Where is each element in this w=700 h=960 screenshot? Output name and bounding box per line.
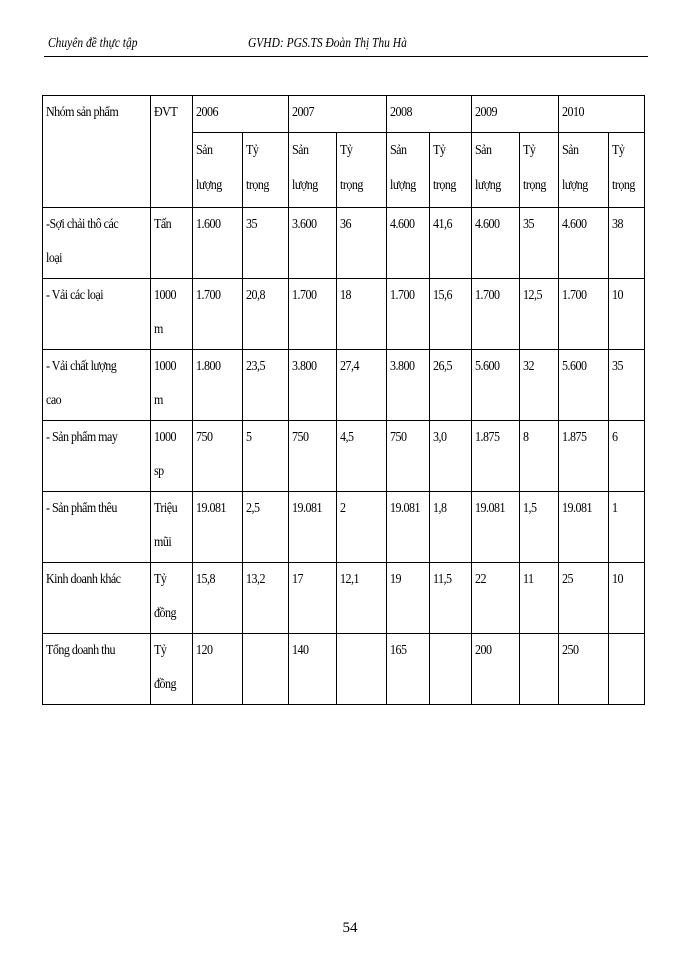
- header-divider: [44, 56, 648, 57]
- cell-output: 250: [559, 634, 609, 705]
- cell-output: 4.600: [387, 208, 430, 279]
- cell-output: 1.800: [193, 350, 243, 421]
- cell-output: 140: [289, 634, 337, 705]
- header-share: Tỷ trọng: [609, 133, 645, 208]
- header-output: Sản lượng: [559, 133, 609, 208]
- header-document-title: Chuyên đề thực tập: [48, 36, 138, 51]
- cell-output: 120: [193, 634, 243, 705]
- cell-share: 35: [520, 208, 559, 279]
- table-row: [43, 421, 645, 492]
- cell-output: 15,8: [193, 563, 243, 634]
- cell-output: 19.081: [472, 492, 520, 563]
- cell-share: 15,6: [430, 279, 472, 350]
- cell-output: 4.600: [559, 208, 609, 279]
- cell-share: 41,6: [430, 208, 472, 279]
- header-year: 2008: [387, 96, 472, 133]
- cell-share: 18: [337, 279, 387, 350]
- cell-output: 1.700: [193, 279, 243, 350]
- table-row: [43, 563, 645, 634]
- cell-share: 1,5: [520, 492, 559, 563]
- cell-share: 23,5: [243, 350, 289, 421]
- cell-output: 19.081: [289, 492, 337, 563]
- header-year: 2007: [289, 96, 387, 133]
- cell-output: 1.700: [387, 279, 430, 350]
- table-row: [43, 492, 645, 563]
- row-unit: Tỷ đồng: [151, 634, 193, 705]
- cell-output: 1.700: [472, 279, 520, 350]
- table-header-row-years: [43, 96, 645, 133]
- cell-share: [520, 634, 559, 705]
- page-number: 54: [342, 920, 358, 936]
- cell-output: 750: [289, 421, 337, 492]
- header-year: 2010: [559, 96, 645, 133]
- cell-output: 19: [387, 563, 430, 634]
- header-year: 2009: [472, 96, 559, 133]
- header-share: Tỷ trọng: [430, 133, 472, 208]
- cell-share: 27,4: [337, 350, 387, 421]
- header-product-group: Nhóm sản phẩm: [43, 96, 151, 208]
- cell-output: 750: [193, 421, 243, 492]
- row-product-name: -Sợi chải thô các loại: [43, 208, 151, 279]
- cell-share: [337, 634, 387, 705]
- cell-share: 20,8: [243, 279, 289, 350]
- cell-share: 6: [609, 421, 645, 492]
- header-output: Sản lượng: [472, 133, 520, 208]
- cell-output: 4.600: [472, 208, 520, 279]
- cell-share: 1,8: [430, 492, 472, 563]
- cell-output: 19.081: [387, 492, 430, 563]
- cell-output: 3.600: [289, 208, 337, 279]
- table-row: [43, 279, 645, 350]
- header-output: Sản lượng: [387, 133, 430, 208]
- row-unit: 1000 m: [151, 279, 193, 350]
- row-product-name: Kinh doanh khác: [43, 563, 151, 634]
- cell-share: 2: [337, 492, 387, 563]
- cell-output: 3.800: [387, 350, 430, 421]
- cell-share: 4,5: [337, 421, 387, 492]
- row-unit: 1000 sp: [151, 421, 193, 492]
- table-row: [43, 350, 645, 421]
- header-share: Tỷ trọng: [337, 133, 387, 208]
- cell-output: 750: [387, 421, 430, 492]
- cell-output: 19.081: [193, 492, 243, 563]
- cell-output: 22: [472, 563, 520, 634]
- row-product-name: Tổng doanh thu: [43, 634, 151, 705]
- cell-output: 3.800: [289, 350, 337, 421]
- row-unit: Tấn: [151, 208, 193, 279]
- cell-output: 1.700: [559, 279, 609, 350]
- cell-share: 35: [243, 208, 289, 279]
- cell-output: 5.600: [472, 350, 520, 421]
- cell-share: 13,2: [243, 563, 289, 634]
- header-supervisor: GVHD: PGS.TS Đoàn Thị Thu Hà: [248, 36, 407, 51]
- row-unit: Triệu mũi: [151, 492, 193, 563]
- product-output-table: [42, 95, 645, 705]
- cell-share: 8: [520, 421, 559, 492]
- cell-share: 38: [609, 208, 645, 279]
- cell-output: 1.600: [193, 208, 243, 279]
- cell-share: 12,5: [520, 279, 559, 350]
- cell-output: 1.700: [289, 279, 337, 350]
- table-row: [43, 634, 645, 705]
- cell-share: 12,1: [337, 563, 387, 634]
- cell-output: 19.081: [559, 492, 609, 563]
- cell-share: 35: [609, 350, 645, 421]
- row-product-name: - Sản phẩm thêu: [43, 492, 151, 563]
- cell-output: 1.875: [472, 421, 520, 492]
- cell-output: 5.600: [559, 350, 609, 421]
- page-header: [44, 34, 648, 58]
- cell-share: 26,5: [430, 350, 472, 421]
- cell-share: 1: [609, 492, 645, 563]
- cell-share: [243, 634, 289, 705]
- cell-share: 36: [337, 208, 387, 279]
- cell-share: 3,0: [430, 421, 472, 492]
- cell-output: 1.875: [559, 421, 609, 492]
- cell-share: 2,5: [243, 492, 289, 563]
- table-body: [43, 208, 645, 705]
- table-row: [43, 208, 645, 279]
- row-unit: 1000 m: [151, 350, 193, 421]
- cell-output: 17: [289, 563, 337, 634]
- row-unit: Tỷ đồng: [151, 563, 193, 634]
- header-share: Tỷ trọng: [243, 133, 289, 208]
- header-share: Tỷ trọng: [520, 133, 559, 208]
- cell-output: 25: [559, 563, 609, 634]
- header-unit: ĐVT: [151, 96, 193, 208]
- cell-share: 32: [520, 350, 559, 421]
- row-product-name: - Vải chất lượng cao: [43, 350, 151, 421]
- cell-share: 10: [609, 563, 645, 634]
- row-product-name: - Sản phẩm may: [43, 421, 151, 492]
- header-year: 2006: [193, 96, 289, 133]
- header-output: Sản lượng: [289, 133, 337, 208]
- cell-share: 11: [520, 563, 559, 634]
- cell-share: 5: [243, 421, 289, 492]
- cell-share: [609, 634, 645, 705]
- row-product-name: - Vải các loại: [43, 279, 151, 350]
- cell-output: 165: [387, 634, 430, 705]
- cell-output: 200: [472, 634, 520, 705]
- cell-share: 10: [609, 279, 645, 350]
- cell-share: 11,5: [430, 563, 472, 634]
- header-output: Sản lượng: [193, 133, 243, 208]
- cell-share: [430, 634, 472, 705]
